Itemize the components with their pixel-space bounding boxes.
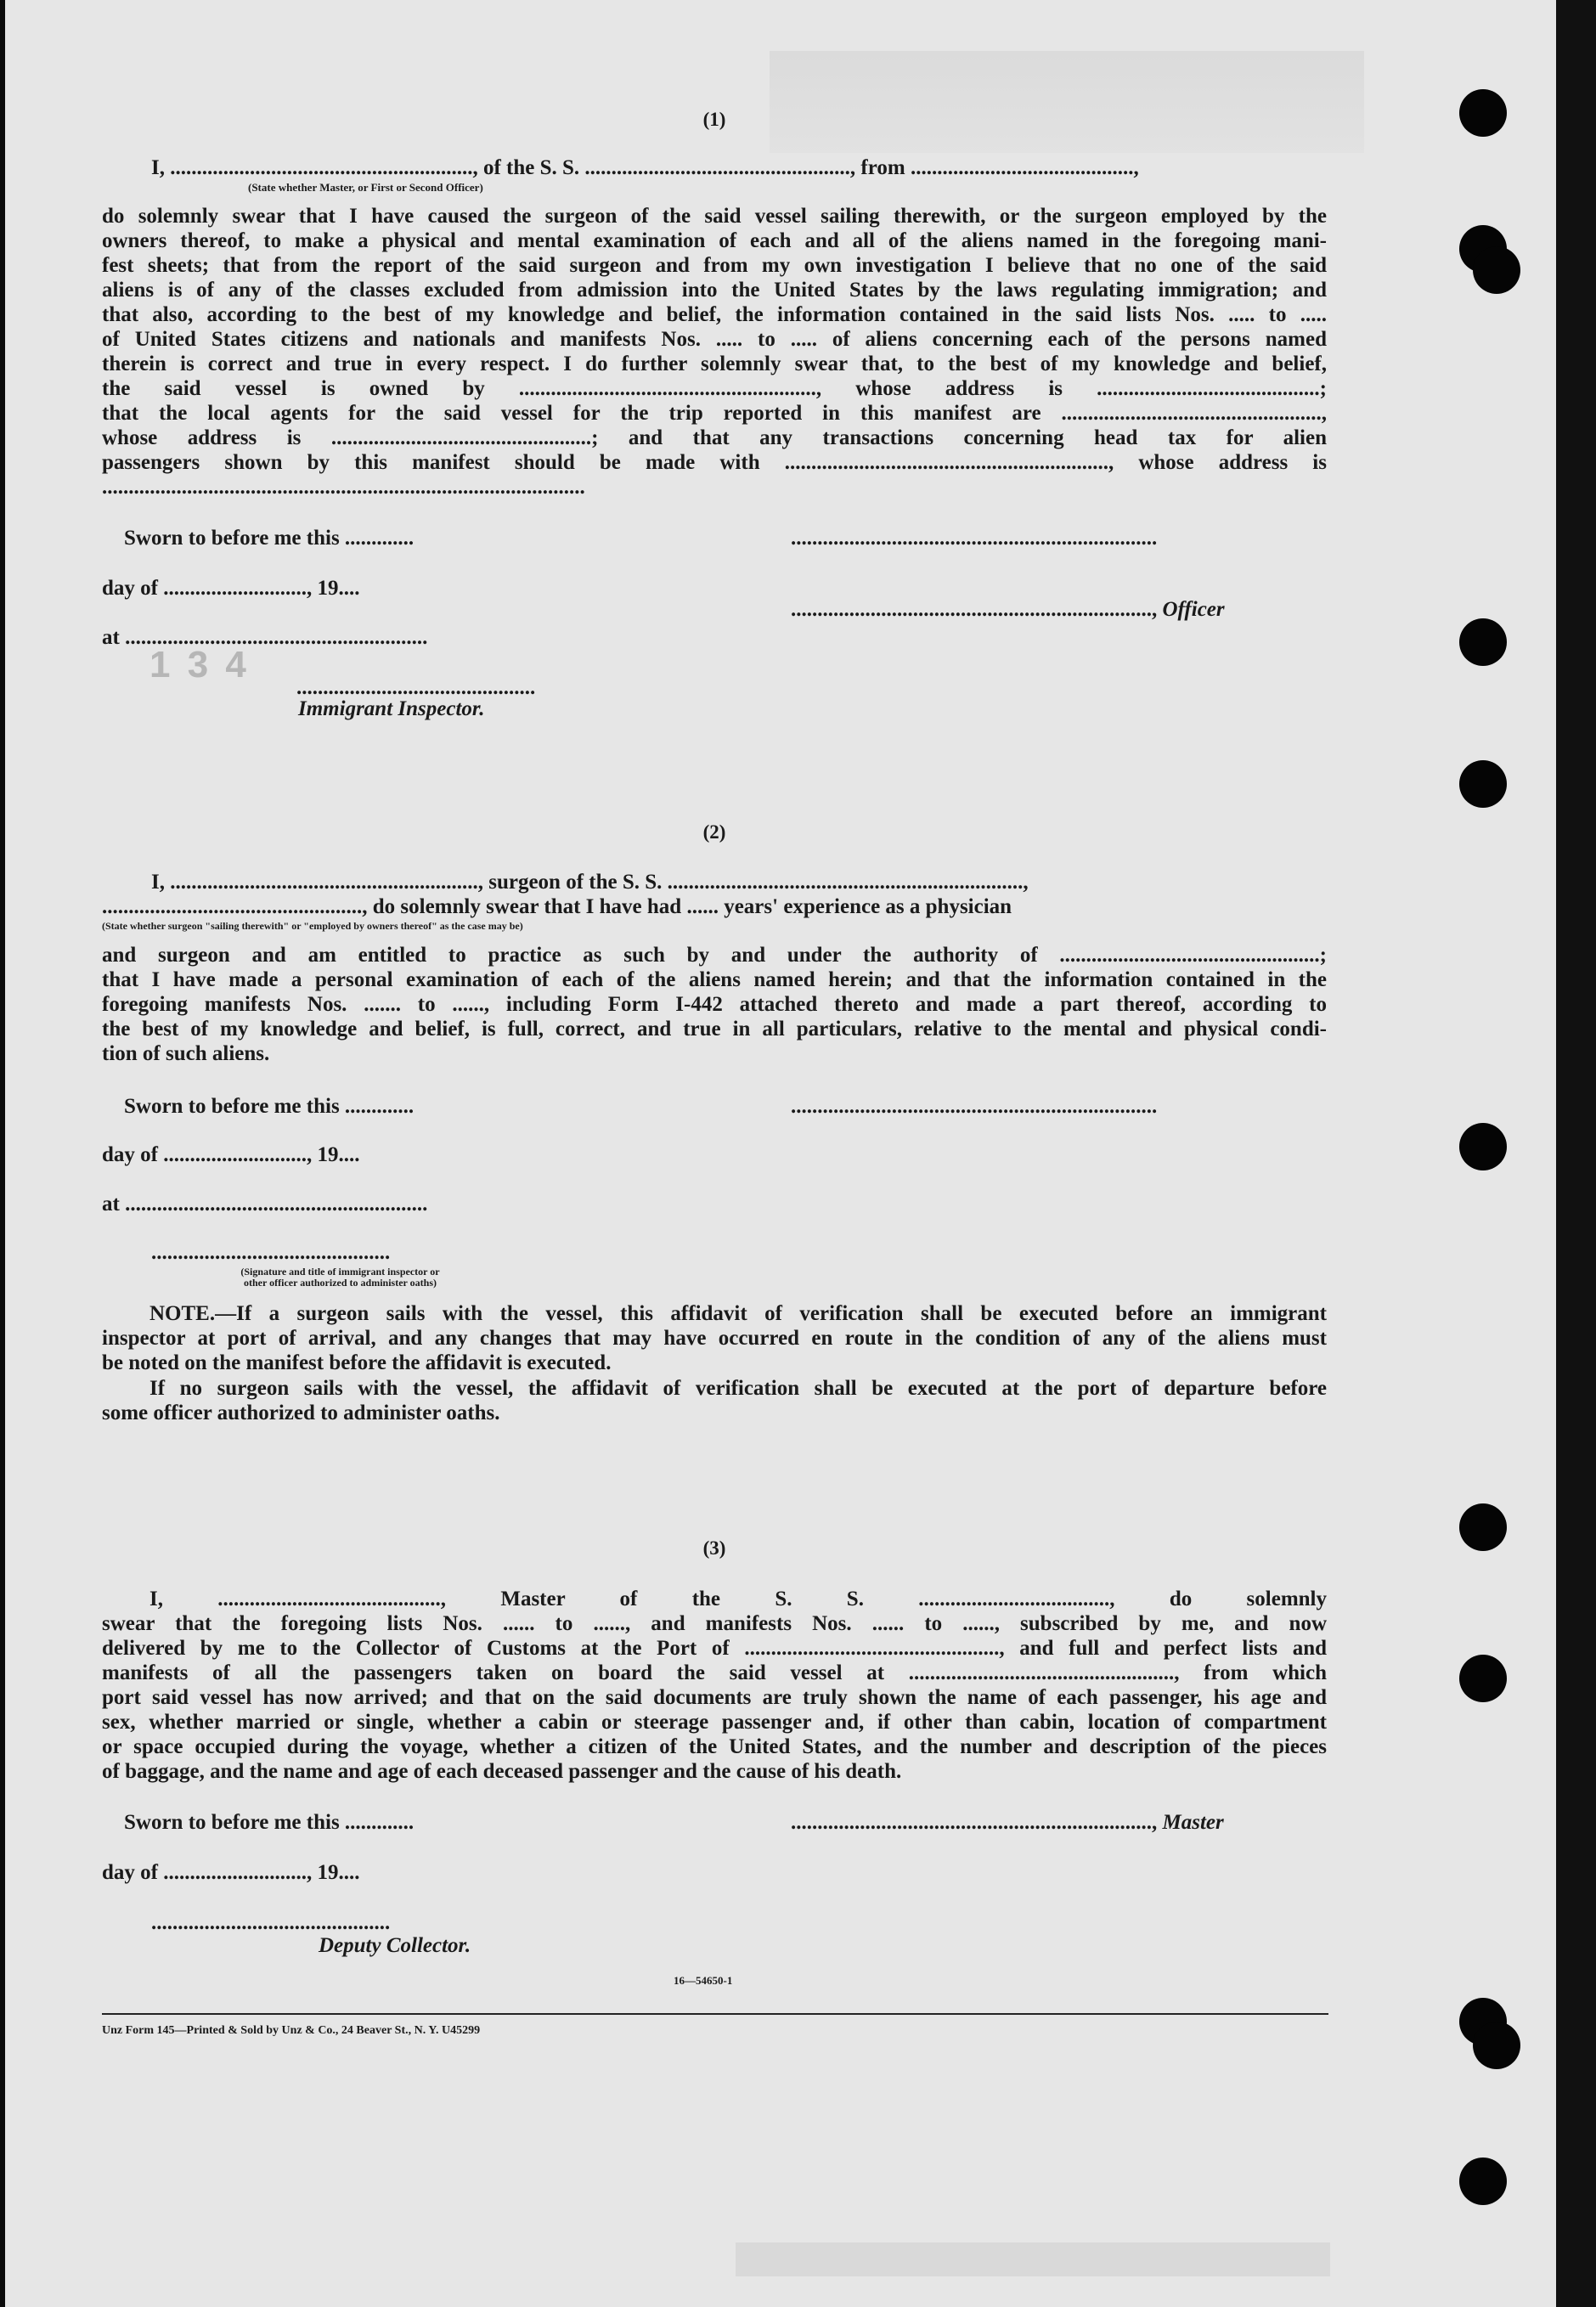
section-2-sworn-signature-line: ..................................................................... [791, 1095, 1158, 1118]
section-2-body [102, 943, 1327, 1066]
body-line: do solemnly swear that I have caused the surgeon of the said vessel sailing therewith, or the surgeon employed by the [102, 205, 1327, 228]
master-signature-line: ...................................................................., [791, 1811, 1163, 1834]
note-line: be noted on the manifest before the affidavit is executed. [102, 1351, 612, 1374]
body-line: passengers shown by this manifest should be made with ............................................................., whose address is [102, 451, 1327, 474]
note-line: inspector at port of arrival, and any changes that may have occurred en route in the condition of any of the aliens must [102, 1327, 1327, 1350]
section-1-at: at ......................................................... [102, 626, 428, 649]
body-line: I, .........................................., Master of the S. S. ...................................., do solemnly [149, 1588, 1327, 1610]
form-code: 16—54650-1 [674, 1974, 733, 1987]
binder-hole [1459, 89, 1507, 137]
body-line: manifests of all the passengers taken on board the said vessel at .................................................., from which [102, 1661, 1327, 1684]
binder-hole [1459, 618, 1507, 666]
body-line: therein is correct and true in every respect. I do further solemnly swear that, to the best of my knowledge and belief, [102, 353, 1327, 375]
body-line: of baggage, and the name and age of each deceased passenger and the cause of his death. [102, 1760, 902, 1783]
section-1-officer-line [791, 597, 1225, 622]
section-1-sworn: Sworn to before me this ............. [124, 527, 415, 550]
body-line: aliens is of any of the classes excluded from admission into the United States by the laws regulating immigration; and [102, 279, 1327, 302]
section-1-sworn-signature-line: ..................................................................... [791, 527, 1158, 550]
body-line: swear that the foregoing lists Nos. ...... to ......, and manifests Nos. ...... to ......, subscribed by me, and now [102, 1612, 1327, 1635]
bleed-through-header [770, 51, 1364, 153]
bleed-through-bottom [736, 2242, 1330, 2276]
body-line: foregoing manifests Nos. ....... to ......, including Form I-442 attached thereto and made a part thereof, according to [102, 993, 1327, 1016]
section-1-inspector-line: ............................................. [296, 676, 536, 699]
body-line: the said vessel is owned by ........................................................, whose address is ..........................................; [102, 377, 1327, 400]
printer-footer: Unz Form 145—Printed & Sold by Unz & Co., 24 Beaver St., N. Y. U45299 [102, 2024, 481, 2037]
body-line: that also, according to the best of my knowledge and belief, the information contained in the said lists Nos. ..... to ..... [102, 303, 1327, 326]
section-1-line-i-note: (State whether Master, or First or Second Officer) [248, 181, 483, 194]
scan-edge [1556, 0, 1596, 2307]
body-line: or space occupied during the voyage, whether a citizen of the United States, and the number and description of the pieces [102, 1735, 1327, 1758]
binder-hole [1459, 760, 1507, 808]
body-line: and surgeon and am entitled to practice as such by and under the authority of .................................................; [102, 944, 1327, 967]
binder-hole [1459, 2158, 1507, 2205]
section-2-number: (2) [702, 821, 726, 843]
body-line: sex, whether married or single, whether a cabin or steerage passenger and, if other than cabin, location of compartment [102, 1711, 1327, 1734]
section-2-line-i: I, .........................................................., surgeon of the S. S. ..................................................................., [151, 871, 1029, 894]
section-1-day-of: day of ..........................., 19.... [102, 577, 360, 600]
body-line: that the local agents for the said vessel for the trip reported in this manifest are ................................................., [102, 402, 1327, 425]
section-2-sworn: Sworn to before me this ............. [124, 1095, 415, 1118]
section-2-at: at ......................................................... [102, 1193, 428, 1216]
note-line: some officer authorized to administer oaths. [102, 1402, 500, 1424]
section-1-number: (1) [702, 109, 726, 130]
section-2-signature-note-2: other officer authorized to administer oaths) [244, 1277, 437, 1289]
section-2-line-swear: ................................................., do solemnly swear that I have had ...... years' experience as a physician [102, 895, 1012, 918]
note-line: If no surgeon sails with the vessel, the affidavit of verification shall be executed at the port of departure before [149, 1377, 1327, 1400]
section-3-body [102, 1587, 1327, 1784]
body-line: tion of such aliens. [102, 1042, 270, 1065]
body-line: the best of my knowledge and belief, is full, correct, and true in all particulars, relative to the mental and physical condi- [102, 1018, 1327, 1041]
master-label: Master [1162, 1811, 1224, 1834]
section-3-number: (3) [702, 1537, 726, 1559]
section-1-line-i: I, ........................................................., of the S. S. .................................................., from .........................................., [151, 156, 1139, 179]
binder-hole [1459, 1655, 1507, 1702]
binder-hole [1459, 1123, 1507, 1170]
body-line: of United States citizens and nationals and manifests Nos. ..... to ..... of aliens concerning each of the persons named [102, 328, 1327, 351]
footer-rule [102, 2013, 1328, 2015]
faint-stamp-mark: 1 3 4 [149, 644, 250, 685]
body-line: fest sheets; that from the report of the said surgeon and from my own investigation I believe that no one of the said [102, 254, 1327, 277]
body-line: ........................................................................................... [102, 476, 585, 499]
section-2-signature-note-1: (Signature and title of immigrant inspector or [240, 1266, 440, 1278]
section-1-inspector-label: Immigrant Inspector. [298, 697, 485, 720]
binder-hole [1473, 2022, 1520, 2069]
body-line: port said vessel has now arrived; and that on the said documents are truly shown the name of each passenger, his age and [102, 1686, 1327, 1709]
body-line: that I have made a personal examination of each of the aliens named herein; and that the information contained in the [102, 968, 1327, 991]
section-2-day-of: day of ..........................., 19.... [102, 1143, 360, 1166]
binder-hole [1473, 246, 1520, 294]
binder-hole [1459, 1503, 1507, 1551]
officer-signature-line: ...................................................................., [791, 598, 1163, 621]
note-line: NOTE.—If a surgeon sails with the vessel, this affidavit of verification shall be executed before an immigrant [149, 1302, 1327, 1325]
section-2-line-swear-note: (State whether surgeon "sailing therewith" or "employed by owners thereof" as the case may be) [102, 920, 523, 932]
officer-label: Officer [1162, 598, 1225, 621]
section-3-deputy-line: ............................................. [151, 1911, 391, 1934]
section-3-sworn: Sworn to before me this ............. [124, 1811, 415, 1834]
body-line: owners thereof, to make a physical and mental examination of each and all of the aliens named in the foregoing mani- [102, 229, 1327, 252]
section-2-signature-line: ............................................. [151, 1241, 391, 1264]
document-page [5, 0, 1556, 2307]
body-line: whose address is .................................................; and that any transactions concerning head tax for alien [102, 426, 1327, 449]
section-2-note-2 [102, 1376, 1327, 1425]
section-1-body [102, 204, 1327, 499]
section-3-master-line [791, 1810, 1224, 1835]
body-line: delivered by me to the Collector of Customs at the Port of ................................................, and full and perfect lists and [102, 1637, 1327, 1660]
section-2-note [102, 1301, 1327, 1375]
section-3-deputy-label: Deputy Collector. [319, 1934, 471, 1957]
section-3-day-of: day of ..........................., 19.... [102, 1861, 360, 1884]
